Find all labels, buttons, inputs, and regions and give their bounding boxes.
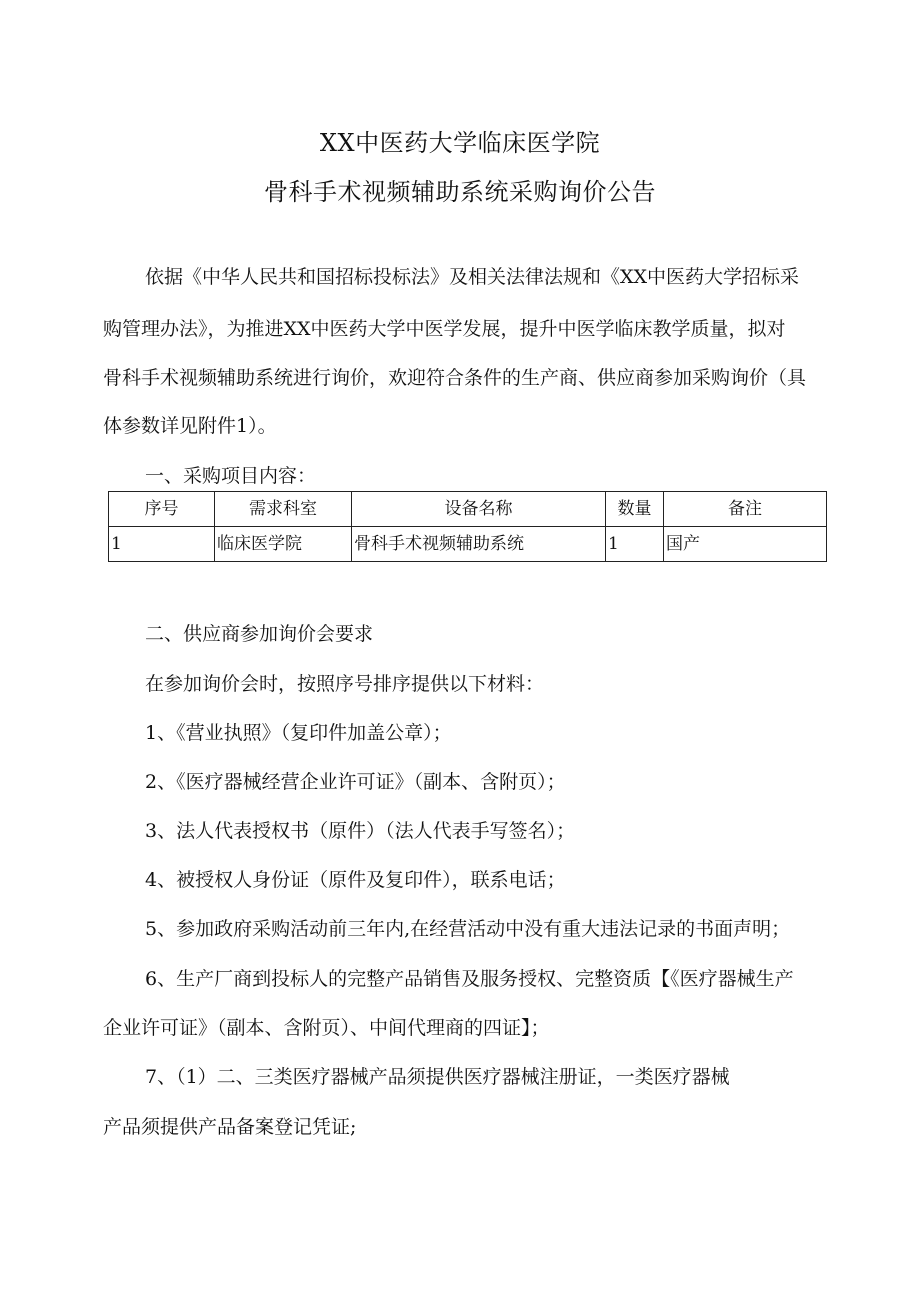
document-title-institution: XX中医药大学临床医学院 xyxy=(319,129,601,157)
table-cell-equipment: 骨科手术视频辅助系统 xyxy=(352,527,606,562)
table-header-row xyxy=(109,492,827,527)
table-cell-remark: 国产 xyxy=(664,527,827,562)
section2-heading: 二、供应商参加询价会要求 xyxy=(145,623,374,645)
intro-paragraph-line-3: 骨科手术视频辅助系统进行询价，欢迎符合条件的生产商、供应商参加采购询价（具 xyxy=(103,367,807,389)
requirement-item-6-continued: 企业许可证》（副本、含附页）、中间代理商的四证】； xyxy=(103,1017,550,1039)
intro-paragraph-line-4: 体参数详见附件1）。 xyxy=(103,415,277,437)
procurement-items-table xyxy=(108,491,827,562)
table-header-cell: 数量 xyxy=(606,492,664,527)
intro-paragraph-line-1: 依据《中华人民共和国招标投标法》及相关法律法规和《XX中医药大学招标采 xyxy=(145,266,800,288)
table-cell-serial: 1 xyxy=(109,527,215,562)
requirement-item-7: 7、（1）二、三类医疗器械产品须提供医疗器械注册证，一类医疗器械 xyxy=(145,1066,730,1088)
table-cell-quantity: 1 xyxy=(606,527,664,562)
table-header-cell: 备注 xyxy=(664,492,827,527)
section2-intro: 在参加询价会时，按照序号排序提供以下材料： xyxy=(145,673,545,695)
section1-heading: 一、采购项目内容： xyxy=(145,465,317,487)
requirement-item-1: 1、《营业执照》（复印件加盖公章）； xyxy=(145,722,452,744)
requirement-item-4: 4、被授权人身份证（原件及复印件），联系电话； xyxy=(145,869,566,891)
table-cell-department: 临床医学院 xyxy=(215,527,352,562)
table-header-cell: 设备名称 xyxy=(352,492,606,527)
table-header-cell: 序号 xyxy=(109,492,215,527)
document-title-announcement: 骨科手术视频辅助系统采购询价公告 xyxy=(264,178,656,206)
requirement-item-3: 3、法人代表授权书（原件）（法人代表手写签名）； xyxy=(145,820,576,842)
requirement-item-5: 5、参加政府采购活动前三年内,在经营活动中没有重大违法记录的书面声明； xyxy=(145,918,791,940)
requirement-item-6: 6、生产厂商到投标人的完整产品销售及服务授权、完整资质【《医疗器械生产 xyxy=(145,968,794,990)
requirement-item-2: 2、《医疗器械经营企业许可证》（副本、含附页）； xyxy=(145,771,566,793)
table-row xyxy=(109,527,827,562)
table-header-cell: 需求科室 xyxy=(215,492,352,527)
intro-paragraph-line-2: 购管理办法》，为推进XX中医药大学中医学发展，提升中医学临床教学质量，拟对 xyxy=(103,318,786,340)
requirement-item-7-continued: 产品须提供产品备案登记凭证; xyxy=(103,1116,357,1138)
